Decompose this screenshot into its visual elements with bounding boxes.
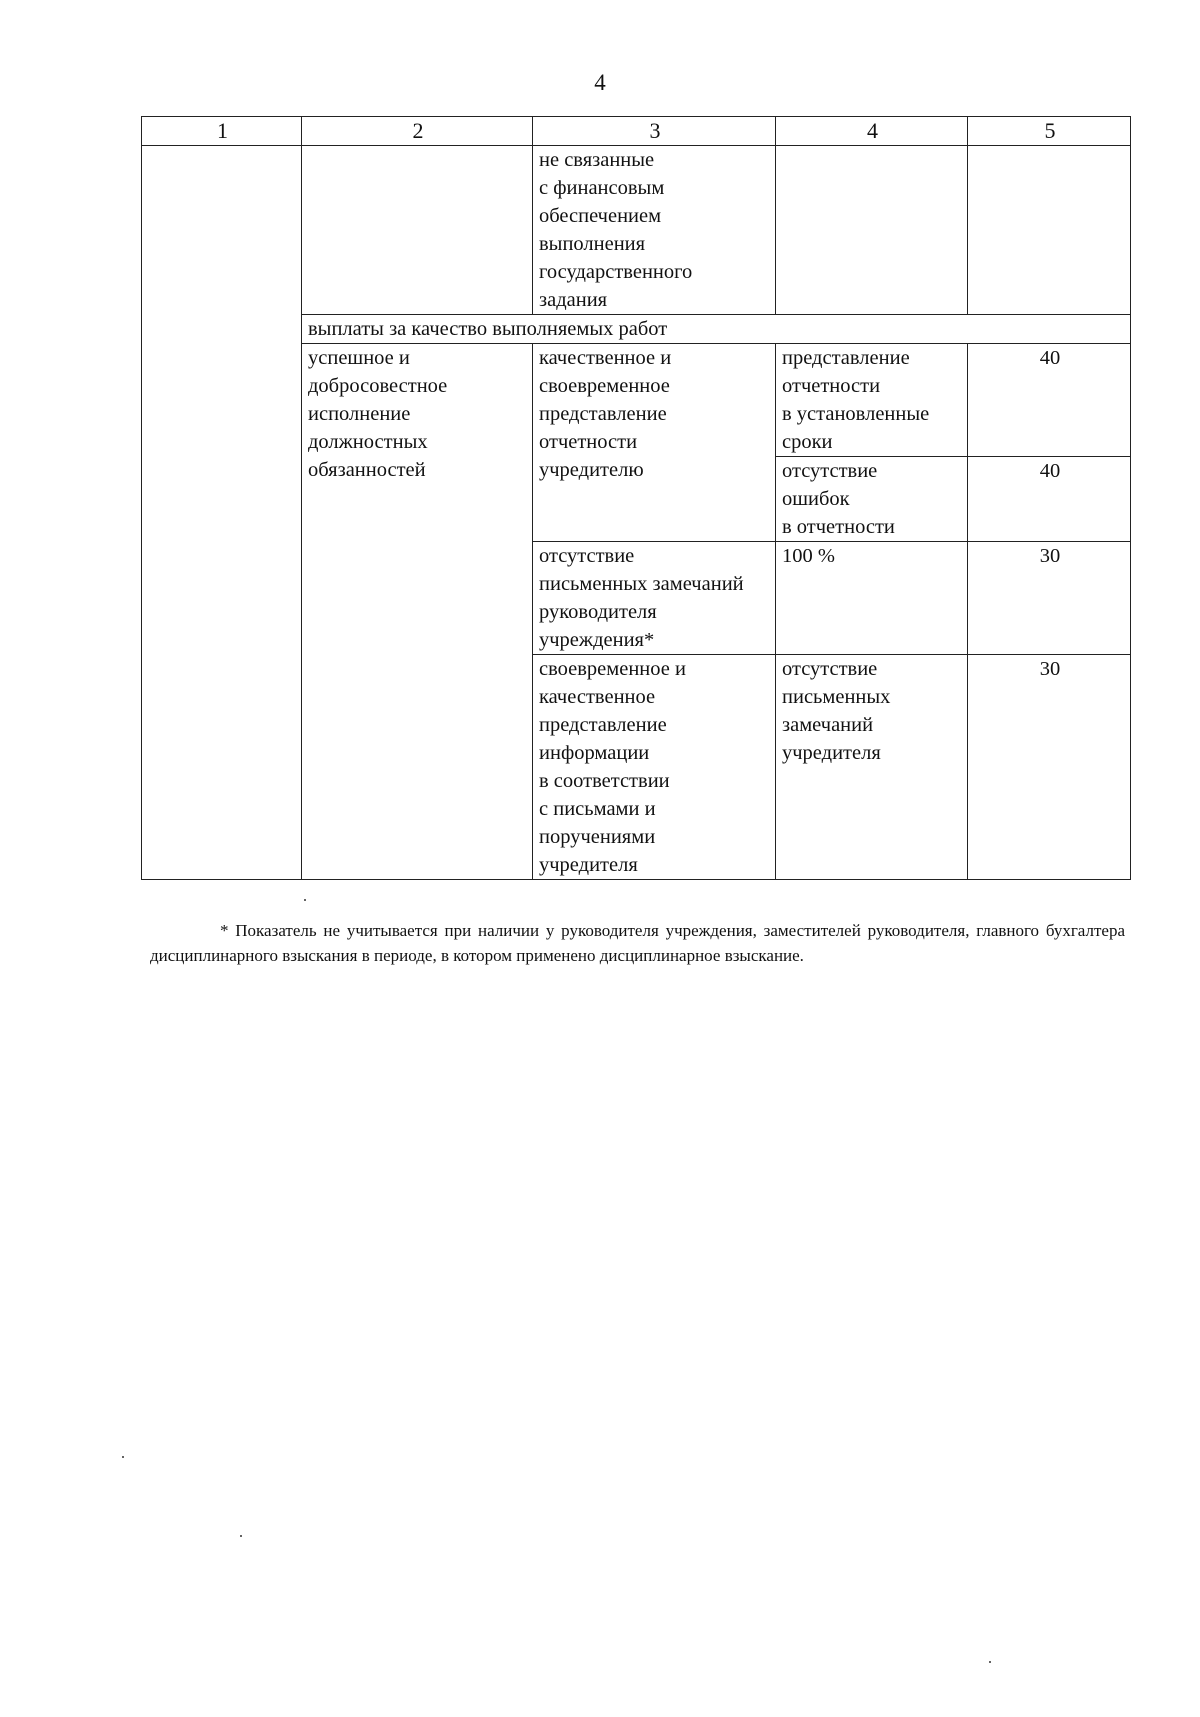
col4-empty-cell — [776, 146, 968, 315]
condition-text: отсутствие письменных замечаний руководителя учреждения* — [539, 545, 744, 651]
header-cell-4: 4 — [776, 117, 968, 146]
table-header-row — [142, 117, 1131, 146]
section-title: выплаты за качество выполняемых работ — [302, 315, 1131, 344]
condition-text: качественное и своевременное представление отчетности учредителю — [539, 347, 672, 481]
points-cell: 40 — [968, 457, 1131, 542]
scan-speck — [122, 1456, 124, 1458]
value-cell — [776, 655, 968, 880]
value-cell — [776, 457, 968, 542]
continuation-text: не связанные с финансовым обеспечением выполнения государственного задания — [539, 149, 693, 311]
header-cell-3: 3 — [533, 117, 776, 146]
value-text: представление отчетности в установленные сроки — [782, 347, 930, 453]
col5-empty-cell — [968, 146, 1131, 315]
condition-cell — [533, 655, 776, 880]
scan-speck — [304, 899, 306, 901]
header-cell-2: 2 — [302, 117, 533, 146]
condition-text: своевременное и качественное представление информации в соответствии с письмами и поручениями учредителя — [539, 658, 686, 876]
points-cell: 40 — [968, 344, 1131, 457]
points-cell: 30 — [968, 655, 1131, 880]
col2-empty-cell — [302, 146, 533, 315]
value-cell — [776, 344, 968, 457]
value-text: отсутствие письменных замечаний учредителя — [782, 658, 891, 764]
condition-cell — [533, 344, 776, 542]
scan-speck — [989, 1661, 991, 1663]
col1-empty-cell — [142, 146, 302, 880]
table-row-continuation — [142, 146, 1131, 315]
header-cell-5: 5 — [968, 117, 1131, 146]
value-text: 100 % — [782, 545, 835, 567]
criteria-table — [141, 116, 1131, 880]
value-cell — [776, 542, 968, 655]
header-cell-1: 1 — [142, 117, 302, 146]
continuation-text-cell — [533, 146, 776, 315]
scan-speck — [240, 1535, 242, 1537]
criterion-cell — [302, 344, 533, 880]
page-number: 4 — [594, 70, 606, 95]
value-text: отсутствие ошибок в отчетности — [782, 460, 895, 538]
footnote: * Показатель не учитывается при наличии у руководителя учреждения, заместителей руководителя, главного бухгалтера дисциплинарного взыскания в периоде, в котором применено дисциплинарное взыскание. — [150, 921, 1125, 965]
criterion-text: успешное и добросовестное исполнение должностных обязанностей — [308, 347, 448, 481]
points-cell: 30 — [968, 542, 1131, 655]
condition-cell — [533, 542, 776, 655]
